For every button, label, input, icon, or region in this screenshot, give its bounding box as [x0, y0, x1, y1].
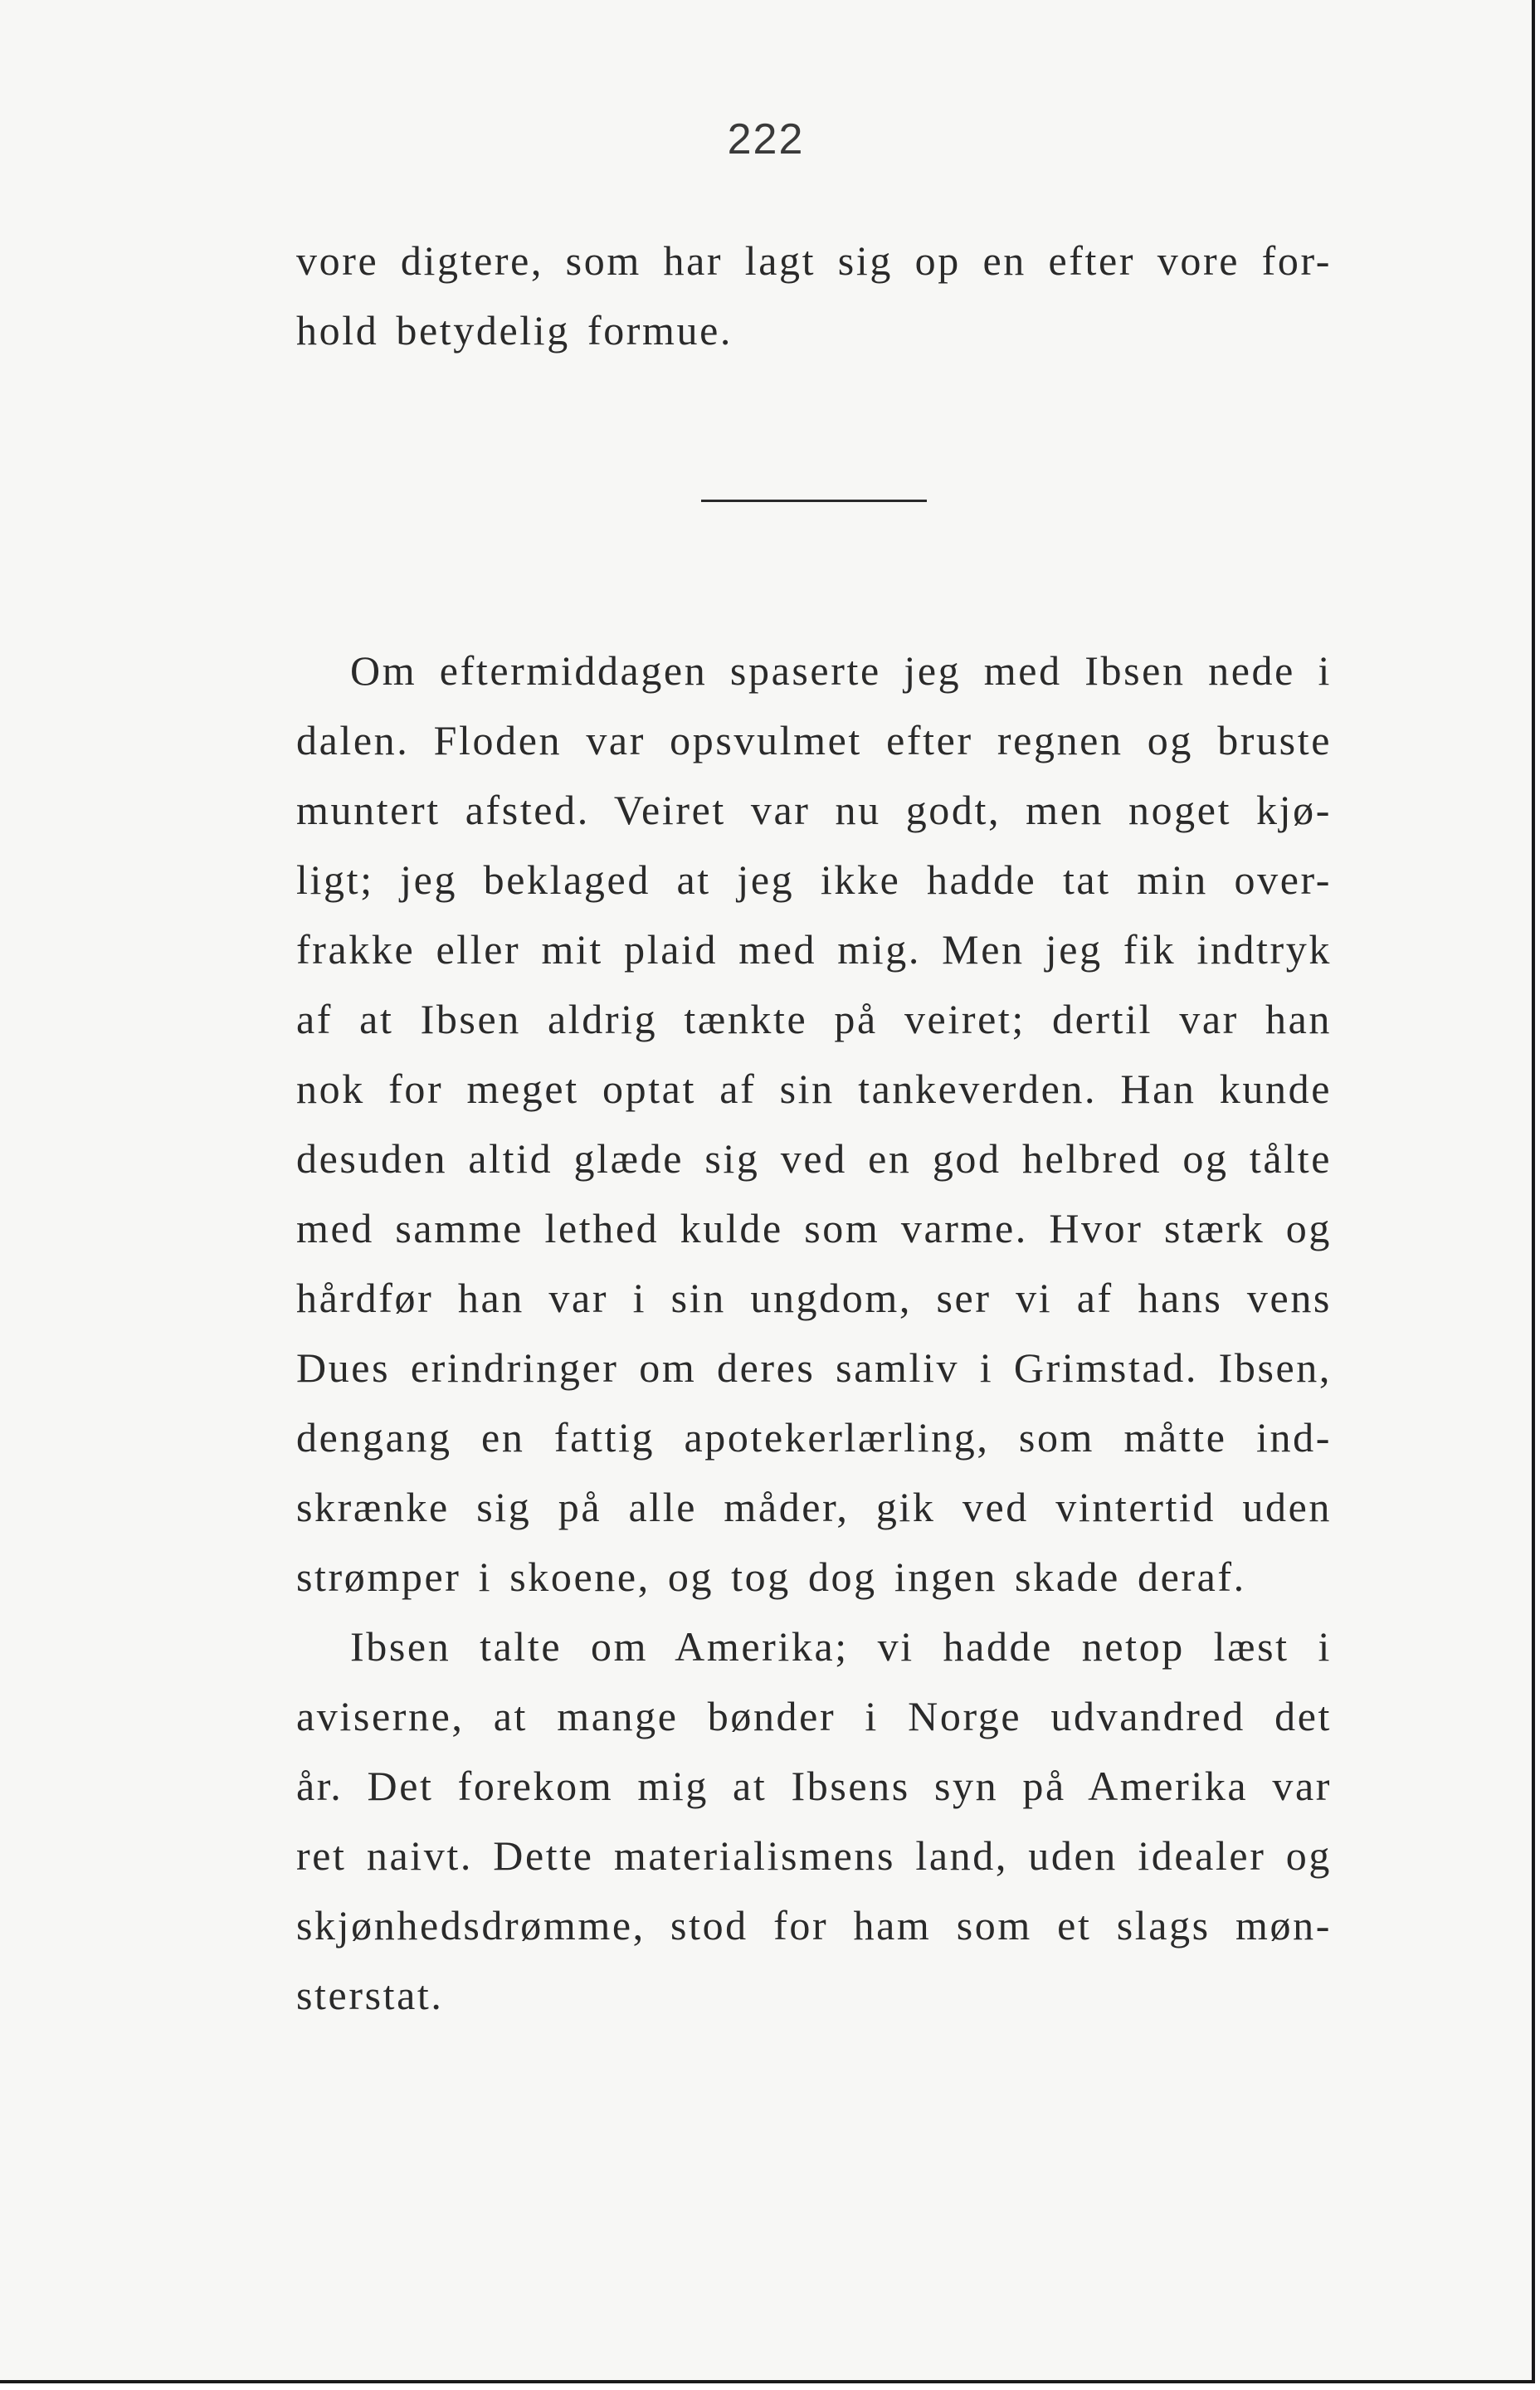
- text-line: Ibsen talte om Amerika; vi hadde netop læst i: [350, 1623, 1332, 1670]
- page-number: 222: [727, 115, 805, 163]
- text-line: med samme lethed kulde som varme. Hvor stærk og: [296, 1205, 1332, 1251]
- text-line: aviserne, at mange bønder i Norge udvandred det: [296, 1693, 1332, 1739]
- text-line: desuden altid glæde sig ved en god helbred og tålte: [296, 1135, 1332, 1182]
- intro-text: [296, 226, 1332, 365]
- text-line: sterstat.: [296, 1972, 444, 2018]
- paragraph-2: [296, 1612, 1332, 2030]
- body-text: [296, 636, 1332, 2030]
- text-line: muntert afsted. Veiret var nu godt, men noget kjø-: [296, 787, 1332, 833]
- paragraph-1: [296, 636, 1332, 1612]
- text-line: Om eftermiddagen spaserte jeg med Ibsen nede i: [350, 647, 1332, 694]
- text-line: dengang en fattig apotekerlærling, som måtte ind-: [296, 1414, 1332, 1461]
- text-line: strømper i skoene, og tog dog ingen skade deraf.: [296, 1554, 1246, 1600]
- text-line: skrænke sig på alle måder, gik ved vintertid uden: [296, 1484, 1332, 1530]
- text-line: frakke eller mit plaid med mig. Men jeg fik indtryk: [296, 926, 1332, 973]
- text-line: hold betydelig formue.: [296, 307, 733, 354]
- text-line: ret naivt. Dette materialismens land, uden idealer og: [296, 1832, 1332, 1879]
- text-line: nok for meget optat af sin tankeverden. Han kunde: [296, 1066, 1332, 1112]
- text-line: Dues erindringer om deres samliv i Grimstad. Ibsen,: [296, 1344, 1332, 1391]
- text-line: år. Det forekom mig at Ibsens syn på Amerika var: [296, 1763, 1332, 1809]
- section-divider: [701, 500, 927, 502]
- text-line: af at Ibsen aldrig tænkte på veiret; dertil var han: [296, 996, 1332, 1042]
- text-line: hårdfør han var i sin ungdom, ser vi af hans vens: [296, 1275, 1332, 1321]
- text-line: dalen. Floden var opsvulmet efter regnen og bruste: [296, 717, 1332, 763]
- text-line: ligt; jeg beklaged at jeg ikke hadde tat min over-: [296, 856, 1332, 903]
- text-line: skjønhedsdrømme, stod for ham som et slags møn-: [296, 1902, 1332, 1949]
- text-line: vore digtere, som har lagt sig op en efter vore for-: [296, 237, 1332, 284]
